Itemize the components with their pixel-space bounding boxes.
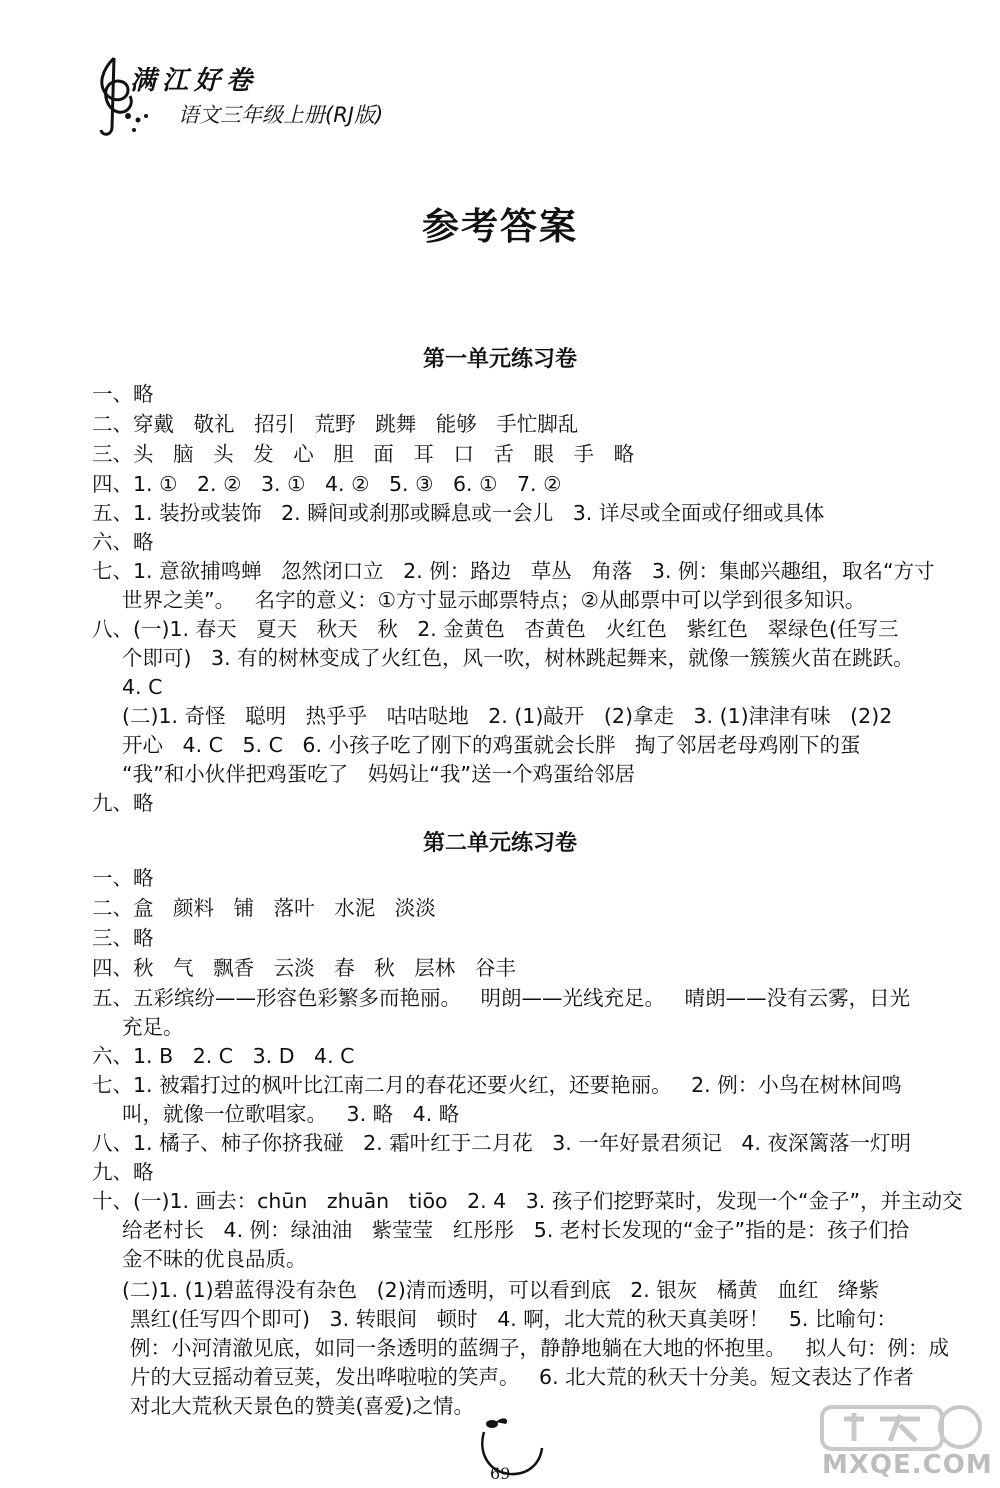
answer-line: 三、头 脑 头 发 心 胆 面 耳 口 舌 眼 手 略 bbox=[92, 442, 635, 466]
page-number: 69 bbox=[490, 1464, 511, 1483]
answer-line: 八、1. 橘子、柿子你挤我碰 2. 霜叶红于二月花 3. 一年好景君须记 4. 夜深篱落一灯明 bbox=[92, 1131, 911, 1155]
answer-line: 世界之美”。 名字的意义：①方寸显示邮票特点；②从邮票中可以学到很多知识。 bbox=[122, 588, 866, 612]
book-subtitle: 语文三年级上册(RJ版) bbox=[178, 103, 384, 127]
answer-line: 一、略 bbox=[92, 866, 154, 890]
answer-line: 二、盒 颜料 铺 落叶 水泥 淡淡 bbox=[92, 896, 436, 920]
answer-line: 充足。 bbox=[122, 1015, 184, 1039]
series-title: 满江好卷 bbox=[130, 66, 259, 96]
answer-line: 四、秋 气 飘香 云淡 春 秋 层林 谷丰 bbox=[92, 956, 516, 980]
answer-line: 个即可) 3. 有的树林变成了火红色，风一吹，树林跳起舞来，就像一簇簇火苗在跳跃。 bbox=[122, 646, 914, 670]
watermark-text: MXQE.COM bbox=[822, 1450, 993, 1480]
answer-line: 五、五彩缤纷——形容色彩繁多而艳丽。 明朗——光线充足。 晴朗——没有云雾，日光 bbox=[92, 986, 911, 1010]
answer-line: 叫，就像一位歌唱家。 3. 略 4. 略 bbox=[122, 1102, 460, 1126]
answer-line: 一、略 bbox=[92, 382, 154, 406]
answer-line: (二)1. (1)碧蓝得没有杂色 (2)清而透明，可以看到底 2. 银灰 橘黄 血红 绛紫 bbox=[122, 1278, 879, 1302]
answer-line: 九、略 bbox=[92, 791, 154, 815]
answer-line: 七、1. 被霜打过的枫叶比江南二月的春花还要火红，还要艳丽。 2. 例：小鸟在树林间鸣 bbox=[92, 1073, 902, 1097]
answer-line: 三、略 bbox=[92, 926, 154, 950]
answer-line: 九、略 bbox=[92, 1160, 154, 1184]
answer-line: (二)1. 奇怪 聪明 热乎乎 咕咕哒地 2. (1)敲开 (2)拿走 3. (1)津津有味 (2)2 bbox=[122, 704, 893, 728]
answer-line: 八、(一)1. 春天 夏天 秋天 秋 2. 金黄色 杏黄色 火红色 紫红色 翠绿色(任写三 bbox=[92, 617, 899, 641]
answer-line: 给老村长 4. 例：绿油油 紫莹莹 红彤彤 5. 老村长发现的“金子”指的是：孩子们拾 bbox=[122, 1218, 910, 1242]
answer-line: “我”和小伙伴把鸡蛋吃了 妈妈让“我”送一个鸡蛋给邻居 bbox=[122, 762, 636, 786]
section-heading: 第二单元练习卷 bbox=[422, 831, 577, 856]
section-heading: 第一单元练习卷 bbox=[422, 347, 577, 372]
answer-line: 十、(一)1. 画去：chūn zhuān tiōo 2. 4 3. 孩子们挖野菜时，发现一个“金子”，并主动交 bbox=[92, 1189, 963, 1213]
answer-line: 4. C bbox=[122, 675, 163, 699]
page-title: 参考答案 bbox=[422, 205, 578, 248]
answer-line: 对北大荒秋天景色的赞美(喜爱)之情。 bbox=[130, 1394, 474, 1418]
answer-line: 金不昧的优良品质。 bbox=[122, 1247, 307, 1271]
answer-line: 四、1. ① 2. ② 3. ① 4. ② 5. ③ 6. ① 7. ② bbox=[92, 472, 562, 496]
answer-line: 二、穿戴 敬礼 招引 荒野 跳舞 能够 手忙脚乱 bbox=[92, 412, 579, 436]
answer-line: 六、1. B 2. C 3. D 4. C bbox=[92, 1044, 355, 1068]
answer-line: 片的大豆摇动着豆荚，发出哗啦啦的笑声。 6. 北大荒的秋天十分美。短文表达了作者 bbox=[130, 1365, 914, 1389]
answer-line: 例：小河清澈见底，如同一条透明的蓝绸子，静静地躺在大地的怀抱里。 拟人句：例：成 bbox=[130, 1336, 950, 1360]
answer-line: 六、略 bbox=[92, 530, 154, 554]
answer-line: 开心 4. C 5. C 6. 小孩子吃了刚下的鸡蛋就会长胖 掏了邻居老母鸡刚下的蛋 bbox=[122, 733, 861, 757]
answer-line: 五、1. 装扮或装饰 2. 瞬间或刹那或瞬息或一会儿 3. 详尽或全面或仔细或具体 bbox=[92, 501, 825, 525]
answer-line: 七、1. 意欲捕鸣蝉 忽然闭口立 2. 例：路边 草丛 角落 3. 例：集邮兴趣组，取名“方寸 bbox=[92, 559, 935, 583]
answer-line: 黑红(任写四个即可) 3. 转眼间 顿时 4. 啊，北大荒的秋天真美呀！ 5. 比喻句： bbox=[130, 1307, 897, 1331]
